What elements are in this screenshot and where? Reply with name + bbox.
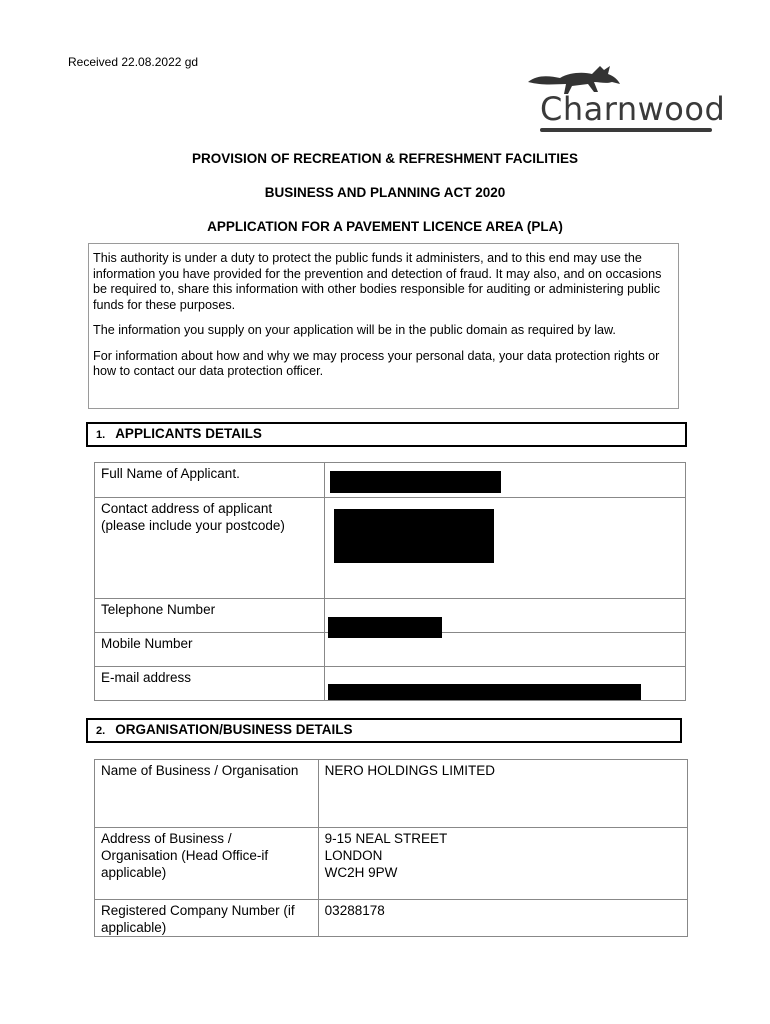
section-applicants-header [86, 422, 687, 447]
table-row [95, 900, 688, 937]
organisation-details-table [94, 759, 688, 937]
address-line: 9-15 NEAL STREET [324, 831, 448, 846]
address-line: LONDON [324, 848, 383, 863]
field-label: Name of Business / Organisation [95, 760, 319, 828]
section-number: 2. [96, 725, 106, 737]
field-label: Registered Company Number (if applicable) [95, 900, 319, 937]
field-label: Contact address of applicant (please include your postcode) [95, 498, 325, 599]
redaction-block [330, 471, 501, 493]
received-stamp: Received 22.08.2022 gd [68, 55, 199, 69]
title-line-2: BUSINESS AND PLANNING ACT 2020 [264, 185, 506, 200]
section-title: ORGANISATION/BUSINESS DETAILS [115, 722, 353, 737]
company-number-value[interactable]: 03288178 [318, 900, 687, 937]
table-row [95, 828, 688, 900]
field-label: Mobile Number [95, 633, 325, 667]
field-label: Full Name of Applicant. [95, 463, 325, 498]
section-number: 1. [96, 429, 106, 441]
title-line-3: APPLICATION FOR A PAVEMENT LICENCE AREA (PLA) [207, 219, 563, 234]
field-label: E-mail address [95, 667, 325, 701]
redaction-block [328, 617, 442, 638]
notice-paragraph: This authority is under a duty to protect the public funds it administers, and to this end may use the information you have provided for the prevention and detection of fraud. It may also, and on occasions be required to, share this information with other bodies responsible for auditing or administering public funds for these purposes. [93, 251, 662, 312]
redaction-block [328, 684, 641, 700]
address-line: WC2H 9PW [324, 865, 398, 880]
logo-wordmark: Charnwood [540, 90, 726, 128]
business-address-value[interactable] [318, 828, 687, 900]
applicant-details-table [94, 462, 686, 701]
field-label: Address of Business / Organisation (Head Office-if applicable) [95, 828, 319, 900]
charnwood-logo [522, 60, 726, 136]
notice-paragraph: For information about how and why we may process your personal data, your data protection rights or how to contact our data protection officer. [93, 348, 660, 378]
fraud-notice-box [88, 243, 679, 409]
logo-underline [540, 128, 712, 132]
title-line-1: PROVISION OF RECREATION & REFRESHMENT FACILITIES [191, 151, 579, 166]
section-organisation-header [86, 718, 682, 743]
field-label: Telephone Number [95, 599, 325, 633]
table-row [95, 760, 688, 828]
notice-paragraph: The information you supply on your application will be in the public domain as required by law. [93, 323, 616, 337]
redaction-block [334, 509, 494, 563]
business-name-value[interactable]: NERO HOLDINGS LIMITED [318, 760, 687, 828]
section-title: APPLICANTS DETAILS [115, 426, 262, 441]
